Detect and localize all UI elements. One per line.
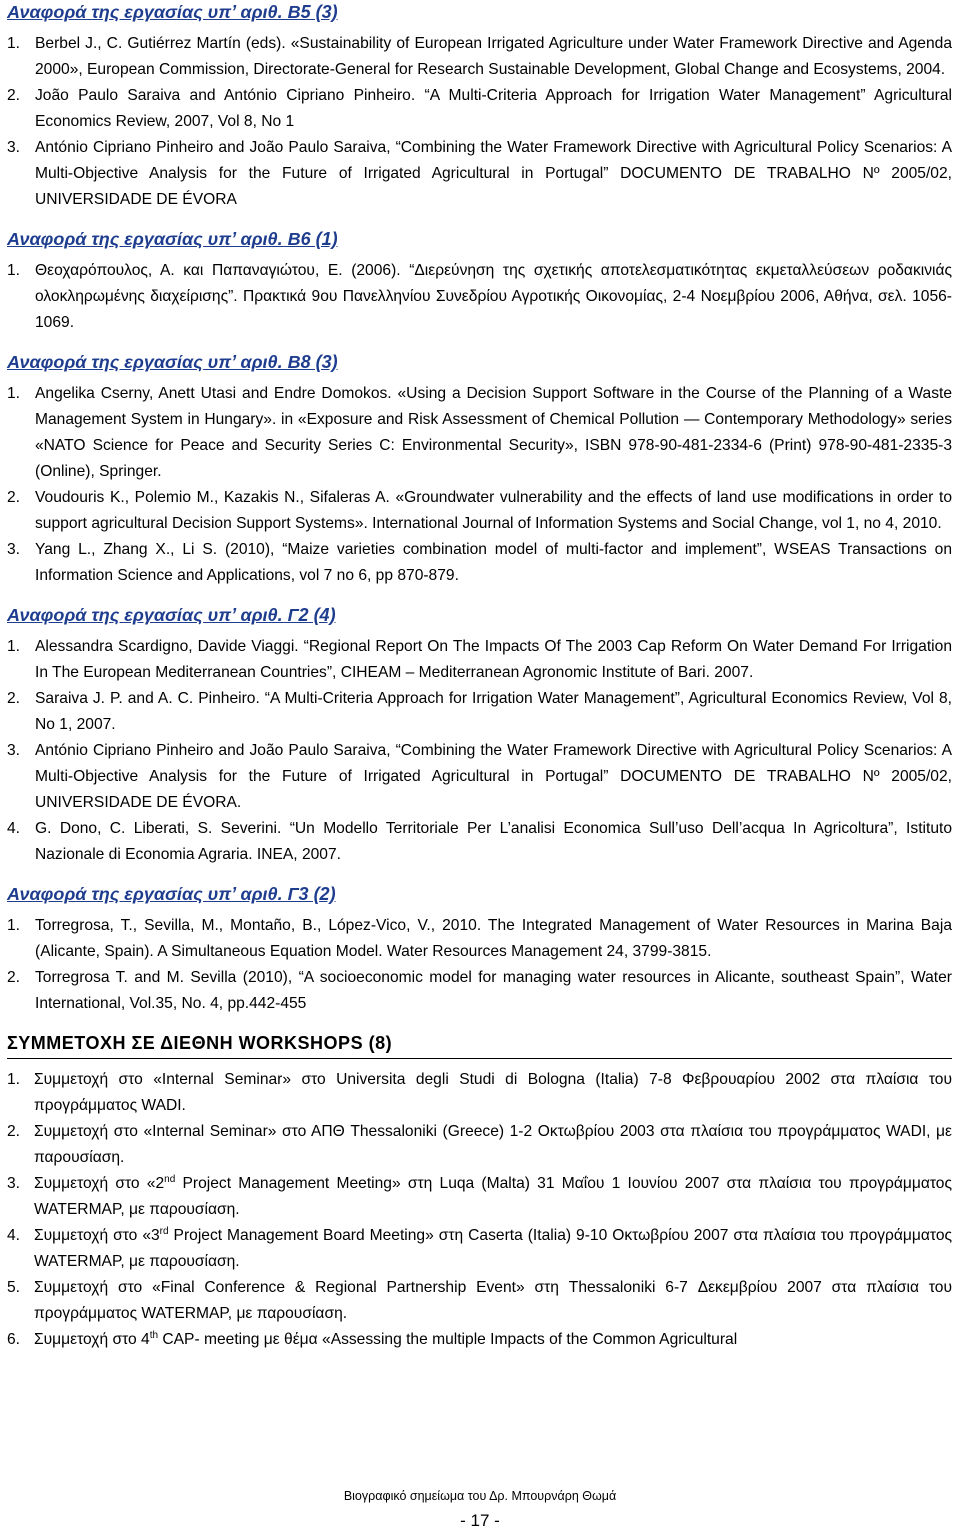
document-content (7, 0, 952, 1353)
item-number: 3. (7, 1175, 21, 1192)
reference-list (7, 31, 952, 213)
workshop-item (7, 1067, 952, 1119)
item-text: João Paulo Saraiva and António Cipriano Pinheiro. “A Multi-Criteria Approach for Irrigation Water Management” Agricultural Economics Review, 2007, Vol 8, No 1 (35, 87, 952, 130)
item-number: 6. (7, 1331, 21, 1348)
workshop-item (7, 1275, 952, 1327)
item-text: Berbel J., C. Gutiérrez Martín (eds). «Sustainability of European Irrigated Agriculture under Water Framework Directive and Agenda 2000», European Commission, Directorate-General for Research Sustainable Development, Global Change and Ecosystems, 2004. (35, 35, 952, 78)
item-number: 1. (7, 385, 21, 402)
reference-item (7, 738, 952, 816)
workshop-item (7, 1327, 952, 1353)
item-number: 1. (7, 1071, 21, 1088)
item-text: Torregrosa, T., Sevilla, M., Montaño, B., López-Vico, V., 2010. The Integrated Management of Water Resources in Marina Baja (Alicante, Spain). A Simultaneous Equation Model. Water Resources Management 24, 3799-3815. (35, 917, 952, 960)
reference-item (7, 913, 952, 965)
item-text-start: Συμμετοχή στο 4 (34, 1331, 150, 1348)
item-text-end: Project Management Board Meeting» στη Caserta (Italia) 9-10 Οκτωβρίου 2007 στα πλαίσια του προγράμματος WATERMAP, με παρουσίαση. (34, 1227, 953, 1270)
reference-item (7, 816, 952, 868)
section-title: Αναφορά της εργασίας υπ’ αριθ. Γ3 (2) (7, 884, 336, 904)
reference-item (7, 537, 952, 589)
item-text: António Cipriano Pinheiro and João Paulo Saraiva, “Combining the Water Framework Directive with Agricultural Policy Scenarios: A Multi-Objective Analysis for the Future of Irrigated Agricultural in Portugal” DOCUMENTO DE TRABALHO Nº 2005/02, UNIVERSIDADE DE ÉVORA (35, 139, 952, 208)
item-text: Συμμετοχή στο «Internal Seminar» στο Universita degli Studi di Bologna (Italia) 7-8 Φεβρουαρίου 2002 στα πλαίσια του προγράμματος WADI. (34, 1071, 952, 1114)
item-text: Torregrosa T. and M. Sevilla (2010), “A socioeconomic model for managing water resources in Alicante, southeast Spain”, Water International, Vol.35, No. 4, pp.442-455 (35, 969, 952, 1012)
item-text: Voudouris K., Polemio M., Kazakis N., Sifaleras A. «Groundwater vulnerability and the effects of land use modifications in order to support agricultural Decision Support Systems». International Journal of Information Systems and Social Change, vol 1, no 4, 2010. (35, 489, 952, 532)
page-number: - 17 - (460, 1511, 500, 1530)
item-text-end: CAP- meeting με θέμα «Assessing the multiple Impacts of the Common Agricultural (158, 1331, 738, 1348)
reference-item (7, 135, 952, 213)
item-text: Angelika Cserny, Anett Utasi and Endre Domokos. «Using a Decision Support Software in the Course of the Planning of a Waste Management System in Hungary». in «Exposure and Risk Assessment of Chemical Pollution — Contemporary Methodology» series «NATO Science for Peace and Security Series C: Environmental Security», ISBN 978-90-481-2334-6 (Print) 978-90-481-2335-3 (Online), Springer. (35, 385, 952, 480)
item-text: Συμμετοχή στο «Internal Seminar» στο ΑΠΘ Thessaloniki (Greece) 1-2 Οκτωβρίου 2003 στα πλαίσια του προγράμματος WADI, με παρουσίαση. (34, 1123, 952, 1166)
reference-item (7, 965, 952, 1017)
item-number: 2. (7, 489, 21, 506)
reference-item (7, 485, 952, 537)
item-number: 1. (7, 638, 21, 655)
item-text: António Cipriano Pinheiro and João Paulo Saraiva, “Combining the Water Framework Directive with Agricultural Policy Scenarios: A Multi-Objective Analysis for the Future of Irrigated Agricultural in Portugal” DOCUMENTO DE TRABALHO Nº 2005/02, UNIVERSIDADE DE ÉVORA. (35, 742, 952, 811)
reference-list (7, 381, 952, 589)
workshop-item (7, 1171, 952, 1223)
reference-item (7, 686, 952, 738)
item-text: Θεοχαρόπουλος, Α. και Παπαναγιώτου, Ε. (2006). “Διερεύνηση της σχετικής αποτελεσματικότητας εκμεταλλεύσεων ροδακινιάς ολοκληρωμένης διαχείρισης”. Πρακτικά 9ου Πανελληνίου Συνεδρίου Αγροτικής Οικονομίας, 2-4 Νοεμβρίου 2006, Αθήνα, σελ. 1056-1069. (35, 262, 952, 331)
reference-item (7, 381, 952, 485)
item-number: 4. (7, 1227, 21, 1244)
reference-item (7, 31, 952, 83)
reference-list (7, 913, 952, 1017)
item-number: 2. (7, 690, 21, 707)
reference-item (7, 634, 952, 686)
item-text-start: Συμμετοχή στο «2 (34, 1175, 165, 1192)
reference-list (7, 634, 952, 868)
item-text: Saraiva J. P. and A. C. Pinheiro. “A Multi-Criteria Approach for Irrigation Water Management”, Agricultural Economics Review, Vol 8, No 1, 2007. (35, 690, 952, 733)
item-number: 3. (7, 541, 21, 558)
ordinal-suffix: th (149, 1329, 159, 1341)
item-number: 1. (7, 917, 21, 934)
item-text-start: Συμμετοχή στο «3 (34, 1227, 160, 1244)
reference-item (7, 258, 952, 336)
item-number: 4. (7, 820, 21, 837)
section-title: Αναφορά της εργασίας υπ’ αριθ. Β5 (3) (7, 2, 338, 22)
item-text (34, 1223, 952, 1275)
ordinal-suffix: rd (159, 1225, 169, 1237)
item-text: G. Dono, C. Liberati, S. Severini. “Un Modello Territoriale Per L’analisi Economica Sull’uso Dell’acqua In Agricoltura”, Istituto Nazionale di Economia Agraria. INEA, 2007. (35, 820, 952, 863)
page-footer: Βιογραφικό σημείωμα του Δρ. Μπουρνάρη Θωμά (343, 1489, 617, 1503)
item-text (34, 1171, 952, 1223)
item-text: Συμμετοχή στο «Final Conference & Regional Partnership Event» στη Thessaloniki 6-7 Δεκεμβρίου 2007 στα πλαίσια του προγράμματος WATERMAP, με παρουσίαση. (34, 1279, 952, 1322)
workshops-title: ΣΥΜΜΕΤΟΧΗ ΣΕ ΔΙΕΘΝΗ WORKSHOPS (8) (7, 1031, 952, 1059)
workshop-item (7, 1223, 952, 1275)
ordinal-suffix: nd (164, 1173, 176, 1185)
section-title: Αναφορά της εργασίας υπ’ αριθ. Γ2 (4) (7, 605, 336, 625)
workshops-list (7, 1067, 952, 1353)
workshop-item (7, 1119, 952, 1171)
item-text: Alessandra Scardigno, Davide Viaggi. “Regional Report On The Impacts Of The 2003 Cap Reform On Water Demand For Irrigation In The European Mediterranean Countries”, CIHEAM – Mediterranean Agronomic Institute of Bari. 2007. (35, 638, 952, 681)
reference-list (7, 258, 952, 336)
item-number: 2. (7, 87, 21, 104)
section-title: Αναφορά της εργασίας υπ’ αριθ. Β8 (3) (7, 352, 338, 372)
item-number: 2. (7, 1123, 21, 1140)
item-number: 2. (7, 969, 21, 986)
item-text-end: Project Management Meeting» στη Luqa (Malta) 31 Μαΐου 1 Ιουνίου 2007 στα πλαίσια του προγράμματος WATERMAP, με παρουσίαση. (34, 1175, 952, 1218)
section-title: Αναφορά της εργασίας υπ’ αριθ. Β6 (1) (7, 229, 338, 249)
item-text: Yang L., Zhang X., Li S. (2010), “Maize varieties combination model of multi-factor and implement”, WSEAS Transactions on Information Science and Applications, vol 7 no 6, pp 870-879. (35, 541, 952, 584)
item-number: 5. (7, 1279, 21, 1296)
item-text (34, 1327, 952, 1353)
item-number: 1. (7, 262, 21, 279)
item-number: 3. (7, 139, 21, 156)
reference-item (7, 83, 952, 135)
item-number: 1. (7, 35, 21, 52)
item-number: 3. (7, 742, 21, 759)
